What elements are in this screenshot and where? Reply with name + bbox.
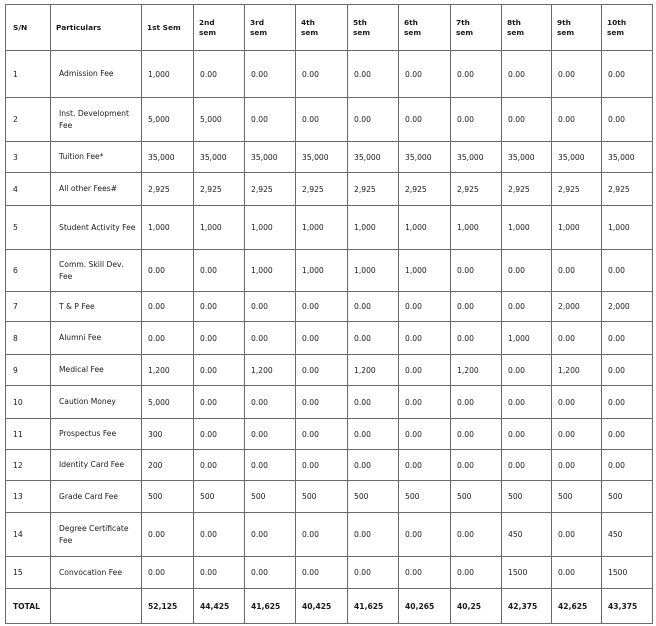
fee-value-sem-4: 500 [296, 481, 348, 513]
row-sn: 8 [6, 322, 51, 355]
fee-value-sem-5: 500 [348, 481, 399, 513]
row-sn: 1 [6, 51, 51, 98]
fee-value-sem-10: 450 [602, 513, 653, 557]
fee-value-sem-9: 0.00 [552, 250, 602, 292]
row-sn: 3 [6, 142, 51, 173]
fee-value-sem-7: 0.00 [451, 322, 502, 355]
fee-value-sem-9: 0.00 [552, 51, 602, 98]
fee-value-sem-6: 0.00 [399, 51, 451, 98]
total-value-sem-5: 41,625 [348, 589, 399, 624]
fee-value-sem-5: 0.00 [348, 557, 399, 589]
fee-value-sem-4: 0.00 [296, 557, 348, 589]
fee-value-sem-1: 0.00 [142, 322, 194, 355]
table-row [6, 206, 653, 250]
row-sn: 11 [6, 419, 51, 450]
fee-value-sem-1: 500 [142, 481, 194, 513]
fee-value-sem-9: 1,200 [552, 355, 602, 386]
fee-value-sem-1: 0.00 [142, 292, 194, 322]
fee-value-sem-6: 2,925 [399, 173, 451, 206]
header-particulars: Particulars [51, 5, 142, 51]
fee-value-sem-7: 1,000 [451, 206, 502, 250]
fee-value-sem-8: 0.00 [502, 386, 552, 419]
header-sem-9: 9th sem [552, 5, 602, 51]
fee-value-sem-10: 0.00 [602, 250, 653, 292]
fee-value-sem-3: 0.00 [245, 419, 296, 450]
total-value-sem-8: 42,375 [502, 589, 552, 624]
fee-value-sem-6: 0.00 [399, 355, 451, 386]
fee-value-sem-8: 1,000 [502, 322, 552, 355]
fee-value-sem-5: 0.00 [348, 292, 399, 322]
fee-value-sem-1: 200 [142, 450, 194, 481]
fee-value-sem-7: 0.00 [451, 250, 502, 292]
header-sem-8: 8th sem [502, 5, 552, 51]
fee-value-sem-4: 2,925 [296, 173, 348, 206]
fee-value-sem-5: 0.00 [348, 51, 399, 98]
row-particular: Student Activity Fee [51, 206, 142, 250]
table-row [6, 386, 653, 419]
header-sn: S/N [6, 5, 51, 51]
fee-value-sem-7: 1,200 [451, 355, 502, 386]
fee-value-sem-3: 500 [245, 481, 296, 513]
row-particular: Alumni Fee [51, 322, 142, 355]
row-particular: Degree Certificate Fee [51, 513, 142, 557]
fee-value-sem-8: 0.00 [502, 355, 552, 386]
fee-value-sem-10: 0.00 [602, 322, 653, 355]
fee-value-sem-9: 0.00 [552, 450, 602, 481]
fee-value-sem-10: 0.00 [602, 98, 653, 142]
row-sn: 7 [6, 292, 51, 322]
total-value-sem-2: 44,425 [194, 589, 245, 624]
fee-structure-table [5, 4, 653, 624]
header-sem-2: 2nd sem [194, 5, 245, 51]
fee-value-sem-8: 450 [502, 513, 552, 557]
row-particular: Convocation Fee [51, 557, 142, 589]
total-row [6, 589, 653, 624]
fee-value-sem-7: 0.00 [451, 98, 502, 142]
fee-value-sem-1: 5,000 [142, 386, 194, 419]
row-particular: Tuition Fee* [51, 142, 142, 173]
fee-value-sem-8: 0.00 [502, 419, 552, 450]
fee-value-sem-10: 2,925 [602, 173, 653, 206]
fee-value-sem-9: 2,000 [552, 292, 602, 322]
fee-value-sem-7: 0.00 [451, 513, 502, 557]
fee-value-sem-2: 0.00 [194, 292, 245, 322]
fee-value-sem-3: 0.00 [245, 450, 296, 481]
fee-value-sem-7: 0.00 [451, 386, 502, 419]
fee-value-sem-8: 1,000 [502, 206, 552, 250]
fee-value-sem-9: 1,000 [552, 206, 602, 250]
fee-value-sem-2: 0.00 [194, 513, 245, 557]
row-particular: All other Fees# [51, 173, 142, 206]
total-value-sem-10: 43,375 [602, 589, 653, 624]
row-particular: Admission Fee [51, 51, 142, 98]
fee-value-sem-1: 1,000 [142, 51, 194, 98]
fee-value-sem-6: 0.00 [399, 98, 451, 142]
fee-value-sem-6: 0.00 [399, 450, 451, 481]
fee-value-sem-7: 500 [451, 481, 502, 513]
fee-value-sem-4: 0.00 [296, 98, 348, 142]
fee-value-sem-6: 0.00 [399, 557, 451, 589]
fee-value-sem-7: 0.00 [451, 419, 502, 450]
fee-value-sem-4: 0.00 [296, 513, 348, 557]
total-value-sem-4: 40,425 [296, 589, 348, 624]
fee-value-sem-7: 35,000 [451, 142, 502, 173]
fee-value-sem-1: 300 [142, 419, 194, 450]
fee-value-sem-3: 0.00 [245, 557, 296, 589]
fee-value-sem-1: 2,925 [142, 173, 194, 206]
fee-value-sem-4: 0.00 [296, 355, 348, 386]
fee-value-sem-3: 1,000 [245, 206, 296, 250]
fee-value-sem-4: 1,000 [296, 250, 348, 292]
total-label: TOTAL [6, 589, 51, 624]
fee-value-sem-9: 0.00 [552, 513, 602, 557]
fee-value-sem-3: 0.00 [245, 513, 296, 557]
fee-value-sem-3: 0.00 [245, 292, 296, 322]
table-row [6, 513, 653, 557]
fee-value-sem-6: 0.00 [399, 292, 451, 322]
fee-value-sem-1: 0.00 [142, 250, 194, 292]
fee-value-sem-10: 0.00 [602, 51, 653, 98]
header-sem-10: 10th sem [602, 5, 653, 51]
fee-value-sem-2: 0.00 [194, 557, 245, 589]
row-particular: Grade Card Fee [51, 481, 142, 513]
fee-value-sem-8: 0.00 [502, 51, 552, 98]
fee-value-sem-5: 35,000 [348, 142, 399, 173]
row-sn: 13 [6, 481, 51, 513]
fee-value-sem-3: 0.00 [245, 51, 296, 98]
fee-value-sem-8: 0.00 [502, 450, 552, 481]
row-particular: Prospectus Fee [51, 419, 142, 450]
fee-value-sem-3: 0.00 [245, 322, 296, 355]
row-sn: 6 [6, 250, 51, 292]
fee-value-sem-9: 500 [552, 481, 602, 513]
fee-value-sem-2: 0.00 [194, 51, 245, 98]
fee-value-sem-9: 0.00 [552, 419, 602, 450]
header-sem-7: 7th sem [451, 5, 502, 51]
fee-value-sem-3: 0.00 [245, 386, 296, 419]
fee-value-sem-2: 0.00 [194, 386, 245, 419]
fee-value-sem-3: 1,200 [245, 355, 296, 386]
table-row [6, 481, 653, 513]
table-row [6, 322, 653, 355]
table-row [6, 419, 653, 450]
row-particular: Comm. Skill Dev. Fee [51, 250, 142, 292]
fee-value-sem-7: 0.00 [451, 51, 502, 98]
fee-value-sem-6: 0.00 [399, 513, 451, 557]
fee-value-sem-4: 0.00 [296, 419, 348, 450]
fee-value-sem-10: 500 [602, 481, 653, 513]
header-sem-1: 1st Sem [142, 5, 194, 51]
fee-value-sem-2: 0.00 [194, 322, 245, 355]
row-sn: 12 [6, 450, 51, 481]
fee-value-sem-4: 35,000 [296, 142, 348, 173]
fee-value-sem-5: 0.00 [348, 513, 399, 557]
total-value-sem-9: 42,625 [552, 589, 602, 624]
total-value-sem-7: 40,25 [451, 589, 502, 624]
table-row [6, 142, 653, 173]
row-particular: Inst. Development Fee [51, 98, 142, 142]
fee-value-sem-6: 0.00 [399, 419, 451, 450]
fee-value-sem-9: 0.00 [552, 386, 602, 419]
fee-value-sem-2: 500 [194, 481, 245, 513]
header-sem-5: 5th sem [348, 5, 399, 51]
fee-value-sem-5: 1,200 [348, 355, 399, 386]
fee-value-sem-2: 5,000 [194, 98, 245, 142]
fee-value-sem-5: 2,925 [348, 173, 399, 206]
fee-value-sem-1: 0.00 [142, 513, 194, 557]
fee-value-sem-2: 1,000 [194, 206, 245, 250]
table-row [6, 173, 653, 206]
row-sn: 2 [6, 98, 51, 142]
row-particular: Identity Card Fee [51, 450, 142, 481]
fee-value-sem-5: 1,000 [348, 206, 399, 250]
fee-value-sem-6: 35,000 [399, 142, 451, 173]
fee-value-sem-1: 5,000 [142, 98, 194, 142]
row-sn: 15 [6, 557, 51, 589]
fee-value-sem-3: 0.00 [245, 98, 296, 142]
header-sem-6: 6th sem [399, 5, 451, 51]
fee-value-sem-7: 2,925 [451, 173, 502, 206]
fee-value-sem-4: 0.00 [296, 322, 348, 355]
fee-value-sem-10: 0.00 [602, 419, 653, 450]
fee-value-sem-7: 0.00 [451, 557, 502, 589]
total-value-sem-1: 52,125 [142, 589, 194, 624]
fee-value-sem-10: 1500 [602, 557, 653, 589]
fee-value-sem-5: 0.00 [348, 386, 399, 419]
header-sem-4: 4th sem [296, 5, 348, 51]
table-row [6, 51, 653, 98]
row-sn: 9 [6, 355, 51, 386]
fee-value-sem-5: 0.00 [348, 98, 399, 142]
fee-value-sem-5: 0.00 [348, 322, 399, 355]
fee-value-sem-2: 0.00 [194, 450, 245, 481]
fee-value-sem-4: 0.00 [296, 386, 348, 419]
fee-value-sem-5: 0.00 [348, 419, 399, 450]
fee-value-sem-10: 0.00 [602, 386, 653, 419]
total-value-sem-6: 40,265 [399, 589, 451, 624]
fee-value-sem-9: 0.00 [552, 322, 602, 355]
fee-value-sem-6: 0.00 [399, 386, 451, 419]
fee-value-sem-8: 0.00 [502, 98, 552, 142]
fee-value-sem-3: 2,925 [245, 173, 296, 206]
table-row [6, 355, 653, 386]
fee-value-sem-6: 500 [399, 481, 451, 513]
table-body [6, 51, 653, 624]
table-header-row [6, 5, 653, 51]
fee-value-sem-2: 0.00 [194, 355, 245, 386]
fee-value-sem-6: 1,000 [399, 206, 451, 250]
fee-value-sem-10: 35,000 [602, 142, 653, 173]
fee-value-sem-2: 35,000 [194, 142, 245, 173]
fee-value-sem-4: 1,000 [296, 206, 348, 250]
fee-value-sem-1: 0.00 [142, 557, 194, 589]
fee-value-sem-4: 0.00 [296, 51, 348, 98]
fee-value-sem-8: 1500 [502, 557, 552, 589]
fee-value-sem-2: 0.00 [194, 419, 245, 450]
fee-value-sem-1: 1,200 [142, 355, 194, 386]
fee-value-sem-2: 2,925 [194, 173, 245, 206]
row-particular: T & P Fee [51, 292, 142, 322]
fee-value-sem-10: 2,000 [602, 292, 653, 322]
fee-value-sem-9: 0.00 [552, 98, 602, 142]
fee-value-sem-5: 1,000 [348, 250, 399, 292]
fee-value-sem-9: 0.00 [552, 557, 602, 589]
fee-value-sem-3: 35,000 [245, 142, 296, 173]
fee-value-sem-6: 1,000 [399, 250, 451, 292]
total-blank-cell [51, 589, 142, 624]
fee-value-sem-8: 35,000 [502, 142, 552, 173]
fee-value-sem-1: 1,000 [142, 206, 194, 250]
table-row [6, 292, 653, 322]
fee-value-sem-8: 500 [502, 481, 552, 513]
table-row [6, 557, 653, 589]
table-row [6, 250, 653, 292]
table-row [6, 98, 653, 142]
fee-value-sem-4: 0.00 [296, 292, 348, 322]
fee-structure-table-container [5, 4, 652, 624]
total-value-sem-3: 41,625 [245, 589, 296, 624]
fee-value-sem-5: 0.00 [348, 450, 399, 481]
row-particular: Medical Fee [51, 355, 142, 386]
fee-value-sem-1: 35,000 [142, 142, 194, 173]
row-sn: 4 [6, 173, 51, 206]
fee-value-sem-8: 2,925 [502, 173, 552, 206]
fee-value-sem-7: 0.00 [451, 292, 502, 322]
row-sn: 5 [6, 206, 51, 250]
fee-value-sem-10: 0.00 [602, 450, 653, 481]
fee-value-sem-7: 0.00 [451, 450, 502, 481]
fee-value-sem-3: 1,000 [245, 250, 296, 292]
fee-value-sem-6: 0.00 [399, 322, 451, 355]
fee-value-sem-10: 1,000 [602, 206, 653, 250]
fee-value-sem-8: 0.00 [502, 250, 552, 292]
row-particular: Caution Money [51, 386, 142, 419]
fee-value-sem-8: 0.00 [502, 292, 552, 322]
fee-value-sem-9: 2,925 [552, 173, 602, 206]
row-sn: 14 [6, 513, 51, 557]
fee-value-sem-10: 0.00 [602, 355, 653, 386]
header-sem-3: 3rd sem [245, 5, 296, 51]
fee-value-sem-4: 0.00 [296, 450, 348, 481]
fee-value-sem-9: 35,000 [552, 142, 602, 173]
row-sn: 10 [6, 386, 51, 419]
fee-value-sem-2: 0.00 [194, 250, 245, 292]
table-row [6, 450, 653, 481]
